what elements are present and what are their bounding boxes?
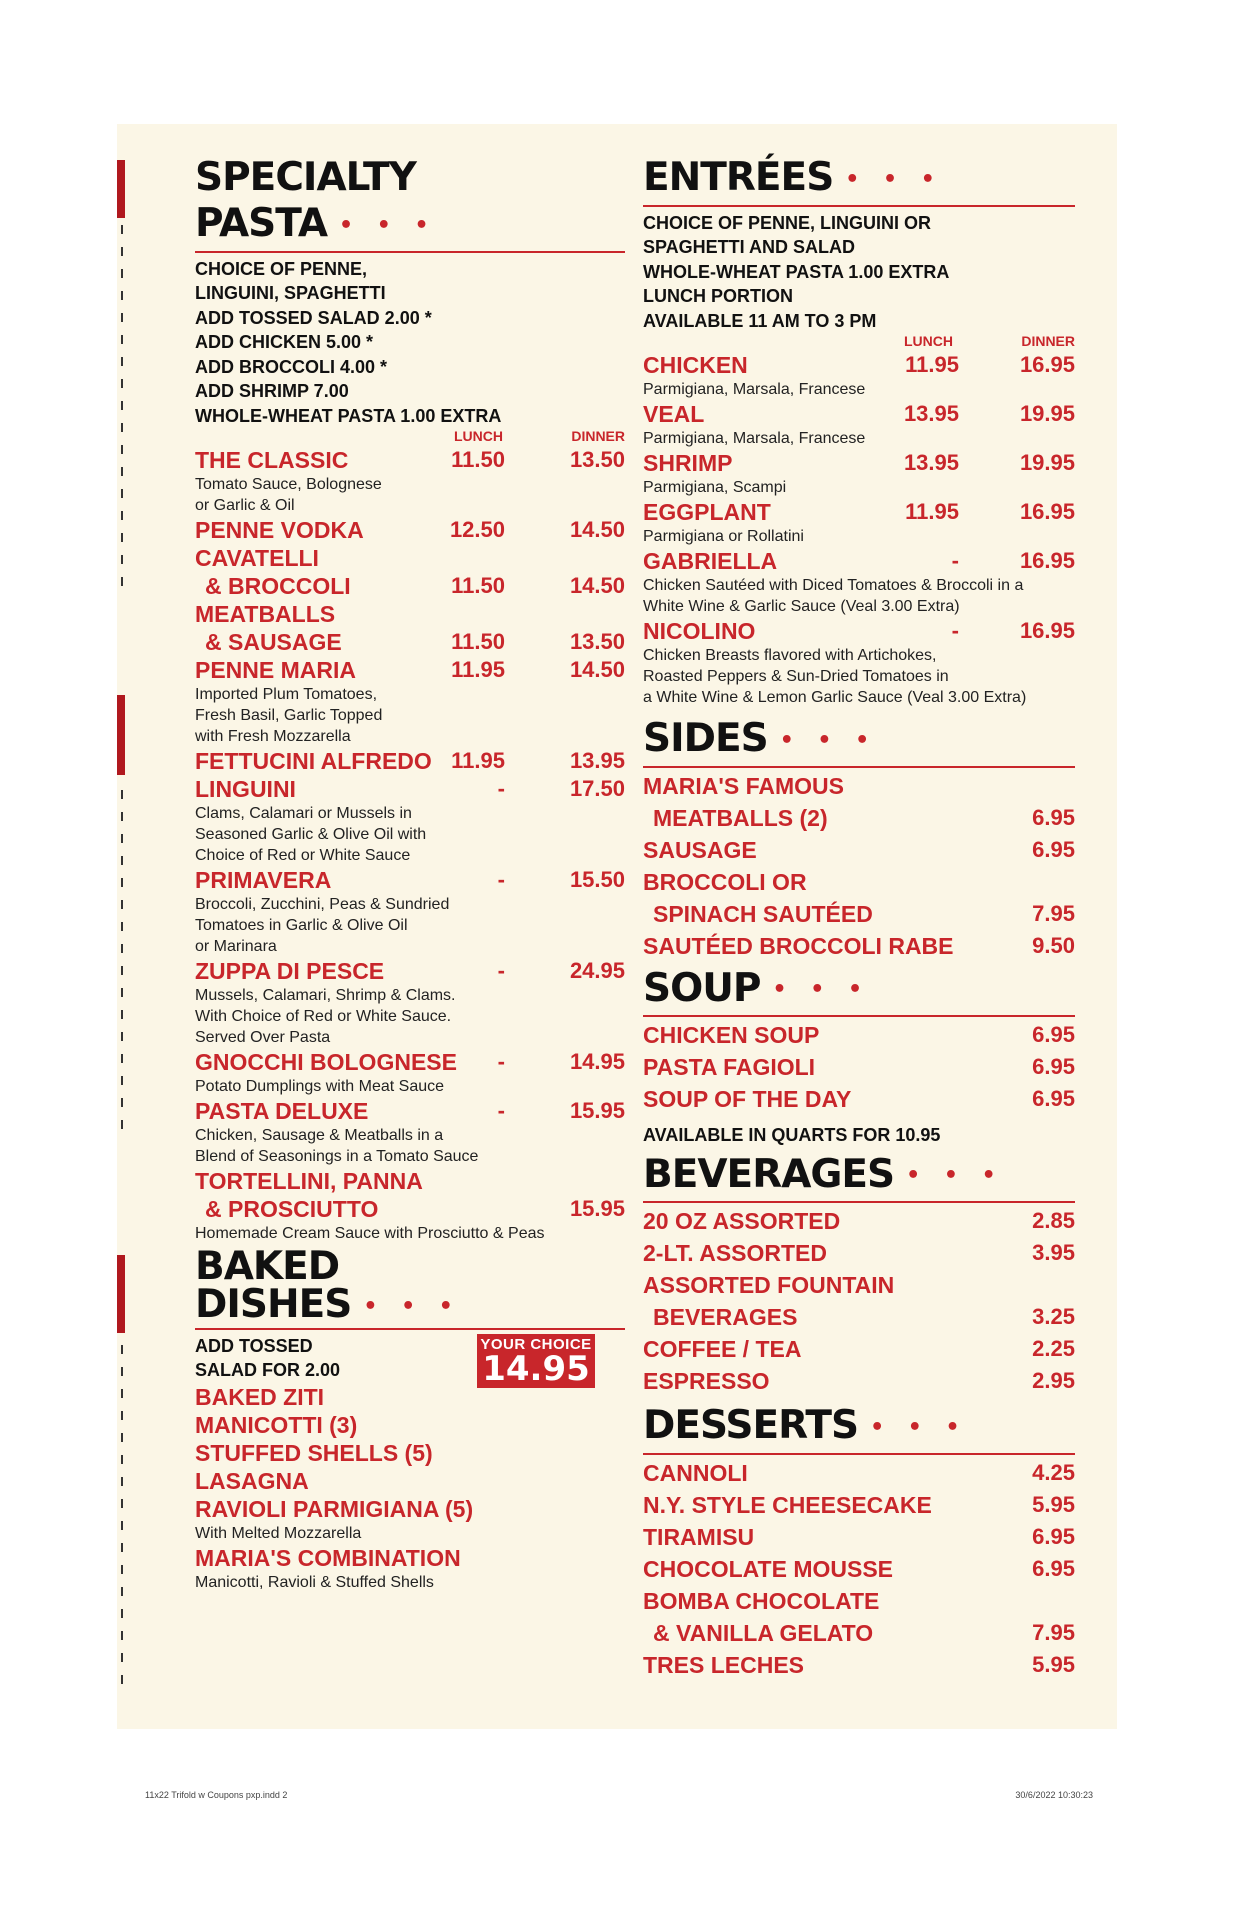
menu-item (643, 1587, 1075, 1619)
menu-item (195, 1167, 625, 1195)
menu-item (643, 617, 1075, 645)
item-name-line2: MEATBALLS (2) (653, 804, 828, 831)
item-name: BAKED ZITI (195, 1383, 325, 1410)
menu-item (195, 1467, 625, 1495)
fold-tick (121, 423, 123, 432)
menu-item (195, 747, 625, 775)
dinner-price: 15.95 (569, 1098, 625, 1123)
item-name: PENNE MARIA (195, 657, 357, 683)
section-rule (643, 1453, 1075, 1455)
baked-dishes-list (195, 1383, 625, 1593)
item-description: White Wine & Garlic Sauce (Veal 3.00 Extra) (643, 598, 960, 615)
menu-item (643, 1555, 1075, 1587)
item-description: a White Wine & Lemon Garlic Sauce (Veal 3.00 Extra) (643, 689, 1027, 706)
specialty-pasta-notes (195, 257, 625, 429)
fold-tick (121, 856, 123, 865)
menu-item (195, 1544, 625, 1572)
fold-tick (121, 1565, 123, 1574)
item-name: NICOLINO (643, 618, 756, 644)
item-name: MARIA'S FAMOUS (643, 772, 844, 799)
item-description: With Choice of Red or White Sauce. (195, 1008, 452, 1025)
item-description: With Melted Mozzarella (195, 1524, 362, 1542)
item-name: CHICKEN SOUP (643, 1022, 820, 1048)
baked-dishes-title: BAKED DISHES • • • (195, 1244, 461, 1327)
menu-item-continued (195, 572, 625, 600)
item-description: Mussels, Calamari, Shrimp & Clams. (195, 987, 456, 1004)
fold-tick (121, 555, 123, 564)
fold-tick (121, 511, 123, 520)
item-price: 6.95 (1032, 1022, 1075, 1047)
fold-tick (121, 1389, 123, 1398)
fold-tick (121, 966, 123, 975)
fold-tick (121, 1609, 123, 1618)
dinner-price: 24.95 (569, 958, 625, 983)
item-name: TIRAMISU (643, 1523, 755, 1550)
item-price: 3.95 (1032, 1240, 1075, 1265)
item-name: GABRIELLA (643, 548, 778, 574)
dinner-price: 14.95 (569, 1049, 625, 1074)
lunch-price: 11.95 (451, 657, 505, 682)
item-description: Potato Dumplings with Meat Sauce (195, 1078, 445, 1095)
fold-tick (121, 1076, 123, 1085)
fold-tick (121, 247, 123, 256)
dinner-price: 14.50 (569, 657, 625, 682)
menu-item (643, 1021, 1075, 1053)
fold-tick (121, 878, 123, 887)
beverages-section (643, 1152, 1075, 1400)
item-price: 3.25 (1032, 1304, 1075, 1329)
dinner-price: 19.95 (1019, 401, 1075, 426)
fold-tick (121, 489, 123, 498)
item-name: PASTA FAGIOLI (643, 1054, 816, 1080)
item-description: Parmigiana, Marsala, Francese (643, 430, 866, 447)
dinner-price: 16.95 (1019, 548, 1075, 573)
lunch-price: - (951, 618, 959, 643)
menu-item (195, 516, 625, 544)
fold-tick (121, 1032, 123, 1041)
item-name: THE CLASSIC (195, 447, 349, 473)
item-name: SHRIMP (643, 450, 733, 476)
fold-tick (121, 313, 123, 322)
menu-item-continued (643, 1619, 1075, 1651)
item-description: Parmigiana or Rollatini (643, 528, 804, 545)
desserts-section (643, 1403, 1075, 1683)
item-name-line2: SPINACH SAUTÉED (653, 900, 873, 927)
item-description: or Marinara (195, 938, 277, 955)
item-name: CHOCOLATE MOUSSE (643, 1555, 894, 1582)
item-price: 2.25 (1032, 1336, 1075, 1361)
menu-item (643, 836, 1075, 868)
entrees-list (643, 351, 1075, 708)
dinner-price: 15.50 (569, 867, 625, 892)
menu-item (643, 932, 1075, 964)
item-name: N.Y. STYLE CHEESECAKE (643, 1491, 932, 1518)
fold-tick (121, 379, 123, 388)
section-rule (643, 205, 1075, 207)
item-name: TRES LECHES (643, 1651, 805, 1678)
item-description: Blend of Seasonings in a Tomato Sauce (195, 1148, 479, 1165)
fold-tick (121, 812, 123, 821)
item-price: 6.95 (1032, 836, 1075, 862)
note-line: WHOLE-WHEAT PASTA 1.00 EXTRA (195, 405, 502, 426)
item-price: 9.50 (1032, 932, 1075, 958)
menu-item-continued (643, 900, 1075, 932)
item-name: GNOCCHI BOLOGNESE (195, 1049, 457, 1075)
menu-item-continued (643, 804, 1075, 836)
dinner-header: DINNER (571, 428, 625, 444)
price-column-headers (195, 428, 625, 446)
menu-item (195, 1383, 625, 1411)
item-name: PRIMAVERA (195, 867, 332, 893)
item-name: MEATBALLS (195, 601, 336, 627)
item-name-line2: & VANILLA GELATO (653, 1619, 874, 1646)
note-line: CHOICE OF PENNE, (195, 258, 368, 279)
item-price: 7.95 (1032, 900, 1075, 926)
fold-tick (121, 577, 123, 586)
lunch-price: 11.95 (905, 499, 959, 524)
menu-item (195, 600, 625, 628)
dinner-price: 16.95 (1019, 499, 1075, 524)
item-name-line2: BEVERAGES (653, 1304, 798, 1330)
item-description: Chicken Sautéed with Diced Tomatoes & Broccoli in a (643, 577, 1024, 594)
fold-tick (121, 1411, 123, 1420)
item-price: 6.95 (1032, 1054, 1075, 1079)
menu-item-continued (195, 628, 625, 656)
fold-tick (121, 1054, 123, 1063)
soup-quarts-note: AVAILABLE IN QUARTS FOR 10.95 (643, 1125, 941, 1145)
lunch-price: - (497, 776, 505, 801)
fold-mark (117, 1255, 125, 1333)
item-name: TORTELLINI, PANNA (195, 1168, 423, 1194)
lunch-price: 13.95 (903, 450, 959, 475)
menu-item (195, 957, 625, 985)
dinner-price: 16.95 (1019, 352, 1075, 377)
footer-timestamp: 30/6/2022 10:30:23 (1015, 1790, 1093, 1800)
item-price: 6.95 (1032, 804, 1075, 830)
right-column (643, 155, 1075, 1683)
your-choice-badge: YOUR CHOICE 14.95 (477, 1334, 595, 1388)
fold-tick (121, 900, 123, 909)
fold-tick (121, 1010, 123, 1019)
item-price: 5.95 (1032, 1491, 1075, 1517)
fold-tick (121, 1521, 123, 1530)
fold-tick (121, 357, 123, 366)
item-description: Chicken Breasts flavored with Artichokes, (643, 647, 937, 664)
menu-item (643, 1491, 1075, 1523)
menu-item (643, 1053, 1075, 1085)
specialty-pasta-title: SPECIALTY PASTA • • • (195, 155, 437, 246)
beverages-title: BEVERAGES • • • (643, 1151, 1004, 1197)
menu-item (643, 547, 1075, 575)
item-description: or Garlic & Oil (195, 497, 295, 514)
section-rule (643, 1015, 1075, 1017)
item-description: Tomato Sauce, Bolognese (195, 476, 382, 493)
fold-tick (121, 445, 123, 454)
fold-tick (121, 1367, 123, 1376)
note-line: ADD TOSSED SALAD 2.00 * (195, 307, 432, 328)
menu-item (643, 1271, 1075, 1303)
menu-item (643, 1335, 1075, 1367)
menu-item (643, 772, 1075, 804)
item-price: 2.95 (1032, 1368, 1075, 1393)
item-name: PENNE VODKA (195, 517, 364, 543)
section-rule (195, 251, 625, 253)
dinner-price: 16.95 (1019, 618, 1075, 643)
item-price: 6.95 (1032, 1555, 1075, 1581)
note-line: LUNCH PORTION (643, 286, 793, 306)
item-description: Parmigiana, Scampi (643, 479, 787, 496)
menu-item (643, 1367, 1075, 1399)
fold-tick (121, 988, 123, 997)
menu-item (195, 544, 625, 572)
specialty-pasta-list (195, 446, 625, 1244)
fold-tick (121, 790, 123, 799)
lunch-price: 11.50 (451, 447, 505, 472)
lunch-price: 11.50 (451, 629, 505, 654)
fold-mark (117, 160, 125, 218)
lunch-header: LUNCH (904, 333, 953, 349)
item-name: ASSORTED FOUNTAIN (643, 1272, 895, 1298)
note-line: ADD SHRIMP 7.00 (195, 381, 349, 401)
item-price: 4.25 (1032, 1459, 1075, 1485)
lunch-price: - (497, 958, 505, 983)
menu-item (643, 1459, 1075, 1491)
item-name: ZUPPA DI PESCE (195, 958, 385, 984)
item-price: 7.95 (1032, 1619, 1075, 1645)
fold-tick (121, 1499, 123, 1508)
soup-title: SOUP • • • (643, 965, 871, 1011)
item-name: COFFEE / TEA (643, 1336, 802, 1362)
menu-item (195, 1411, 625, 1439)
item-name: FETTUCINI ALFREDO (195, 748, 432, 774)
section-rule (643, 1201, 1075, 1203)
note-line: WHOLE-WHEAT PASTA 1.00 EXTRA (643, 261, 950, 282)
menu-item-continued (195, 1195, 625, 1223)
item-name: 20 OZ ASSORTED (643, 1208, 841, 1234)
left-column (195, 155, 625, 1593)
fold-tick (121, 1455, 123, 1464)
fold-tick (121, 335, 123, 344)
item-price: 2.85 (1032, 1208, 1075, 1233)
item-price: 6.95 (1032, 1086, 1075, 1111)
item-description: Fresh Basil, Garlic Topped (195, 707, 383, 724)
fold-tick (121, 1631, 123, 1640)
fold-tick (121, 533, 123, 542)
item-price: 6.95 (1032, 1523, 1075, 1549)
lunch-price: - (497, 867, 505, 892)
menu-item (643, 1085, 1075, 1117)
item-name: CANNOLI (643, 1459, 748, 1486)
item-name: CHICKEN (643, 352, 748, 378)
note-line: LINGUINI, SPAGHETTI (195, 283, 386, 303)
menu-item (643, 498, 1075, 526)
lunch-price: 12.50 (449, 517, 505, 542)
fold-tick (121, 467, 123, 476)
item-name: MANICOTTI (3) (195, 1411, 358, 1438)
menu-item (195, 775, 625, 803)
item-name: MARIA'S COMBINATION (195, 1544, 461, 1571)
dinner-header: DINNER (1021, 333, 1075, 349)
sides-section (643, 716, 1075, 964)
item-description: Parmigiana, Marsala, Francese (643, 381, 866, 398)
note-line: CHOICE OF PENNE, LINGUINI OR (643, 212, 932, 233)
fold-tick (121, 1587, 123, 1596)
footer-file-name: 11x22 Trifold w Coupons pxp.indd 2 (145, 1790, 288, 1800)
item-name-line2: & SAUSAGE (205, 629, 342, 655)
dinner-price: 13.50 (569, 447, 625, 472)
menu-item (643, 1207, 1075, 1239)
fold-tick (121, 225, 123, 234)
menu-item (195, 1439, 625, 1467)
item-description: Broccoli, Zucchini, Peas & Sundried (195, 896, 450, 913)
fold-mark (117, 695, 125, 775)
item-description: Seasoned Garlic & Olive Oil with (195, 826, 427, 843)
menu-item (643, 351, 1075, 379)
lunch-price: - (497, 1098, 505, 1123)
fold-tick (121, 269, 123, 278)
sides-list (643, 772, 1075, 964)
item-description: Manicotti, Ravioli & Stuffed Shells (195, 1573, 434, 1591)
baked-dishes-section (195, 1244, 625, 1593)
item-name: LINGUINI (195, 776, 296, 802)
fold-tick (121, 1098, 123, 1107)
lunch-price: 13.95 (903, 401, 959, 426)
dinner-price: 14.50 (569, 573, 625, 598)
fold-tick (121, 291, 123, 300)
item-name: SAUTÉED BROCCOLI RABE (643, 932, 954, 959)
sides-title: SIDES • • • (643, 716, 878, 761)
item-name-line2: & BROCCOLI (205, 573, 351, 599)
fold-tick (121, 1543, 123, 1552)
item-description: Roasted Peppers & Sun-Dried Tomatoes in (643, 668, 949, 685)
desserts-title: DESSERTS • • • (643, 1403, 968, 1448)
menu-item (643, 400, 1075, 428)
item-name: SOUP OF THE DAY (643, 1086, 852, 1112)
menu-item (195, 1495, 625, 1523)
item-name: LASAGNA (195, 1467, 309, 1494)
menu-item (195, 1048, 625, 1076)
desserts-list (643, 1459, 1075, 1683)
item-name-line2: & PROSCIUTTO (205, 1196, 379, 1222)
note-line: SPAGHETTI AND SALAD (643, 237, 856, 257)
fold-tick (121, 401, 123, 410)
menu-item (195, 656, 625, 684)
dinner-price: 14.50 (569, 517, 625, 542)
fold-tick (121, 944, 123, 953)
dinner-price: 17.50 (569, 776, 625, 801)
item-description: with Fresh Mozzarella (195, 728, 351, 745)
lunch-price: 11.50 (451, 573, 505, 598)
fold-tick (121, 1477, 123, 1486)
lunch-price: 11.95 (451, 748, 505, 773)
item-price: 5.95 (1032, 1651, 1075, 1677)
item-name: BROCCOLI OR (643, 868, 807, 895)
lunch-price: - (497, 1049, 505, 1074)
lunch-header: LUNCH (454, 428, 503, 444)
menu-item (195, 446, 625, 474)
note-line: ADD BROCCOLI 4.00 * (195, 356, 388, 377)
item-name: ESPRESSO (643, 1368, 770, 1394)
menu-item (195, 866, 625, 894)
fold-tick (121, 1433, 123, 1442)
lunch-price: 11.95 (905, 352, 959, 377)
soup-section (643, 966, 1075, 1148)
item-description: Clams, Calamari or Mussels in (195, 805, 412, 822)
item-description: Chicken, Sausage & Meatballs in a (195, 1127, 444, 1144)
menu-item (195, 1097, 625, 1125)
menu-item (643, 449, 1075, 477)
fold-tick (121, 1653, 123, 1662)
fold-tick (121, 922, 123, 931)
fold-tick (121, 1120, 123, 1129)
note-line: ADD TOSSED (195, 1335, 313, 1356)
item-name: EGGPLANT (643, 499, 771, 525)
section-rule (195, 1328, 625, 1330)
note-line: SALAD FOR 2.00 (195, 1360, 341, 1380)
dinner-price: 15.95 (569, 1196, 625, 1221)
item-name: RAVIOLI PARMIGIANA (5) (195, 1495, 474, 1522)
item-description: Choice of Red or White Sauce (195, 847, 411, 864)
item-description: Imported Plum Tomatoes, (195, 686, 378, 703)
dinner-price: 13.95 (569, 748, 625, 773)
item-name: VEAL (643, 401, 705, 427)
item-name: PASTA DELUXE (195, 1098, 369, 1124)
item-name: STUFFED SHELLS (5) (195, 1439, 433, 1466)
soup-list (643, 1021, 1075, 1117)
price-column-headers (643, 333, 1075, 351)
item-description: Homemade Cream Sauce with Prosciutto & Peas (195, 1225, 545, 1242)
entrees-notes (643, 211, 1075, 334)
beverages-list (643, 1207, 1075, 1399)
menu-item (643, 1651, 1075, 1683)
menu-item (643, 1239, 1075, 1271)
note-line: AVAILABLE 11 AM TO 3 PM (643, 310, 877, 331)
item-description: Served Over Pasta (195, 1029, 331, 1046)
fold-tick (121, 1345, 123, 1354)
note-line: ADD CHICKEN 5.00 * (195, 332, 374, 352)
fold-tick (121, 1675, 123, 1684)
item-name: 2-LT. ASSORTED (643, 1240, 828, 1266)
fold-tick (121, 834, 123, 843)
item-name: BOMBA CHOCOLATE (643, 1587, 880, 1614)
menu-item (643, 1523, 1075, 1555)
item-description: Tomatoes in Garlic & Olive Oil (195, 917, 408, 934)
lunch-price: - (951, 548, 959, 573)
item-name: CAVATELLI (195, 545, 319, 571)
entrees-title: ENTRÉES • • • (643, 155, 943, 200)
menu-item (643, 868, 1075, 900)
section-rule (643, 766, 1075, 768)
dinner-price: 19.95 (1019, 450, 1075, 475)
dinner-price: 13.50 (569, 629, 625, 654)
menu-item-continued (643, 1303, 1075, 1335)
item-name: SAUSAGE (643, 836, 757, 863)
